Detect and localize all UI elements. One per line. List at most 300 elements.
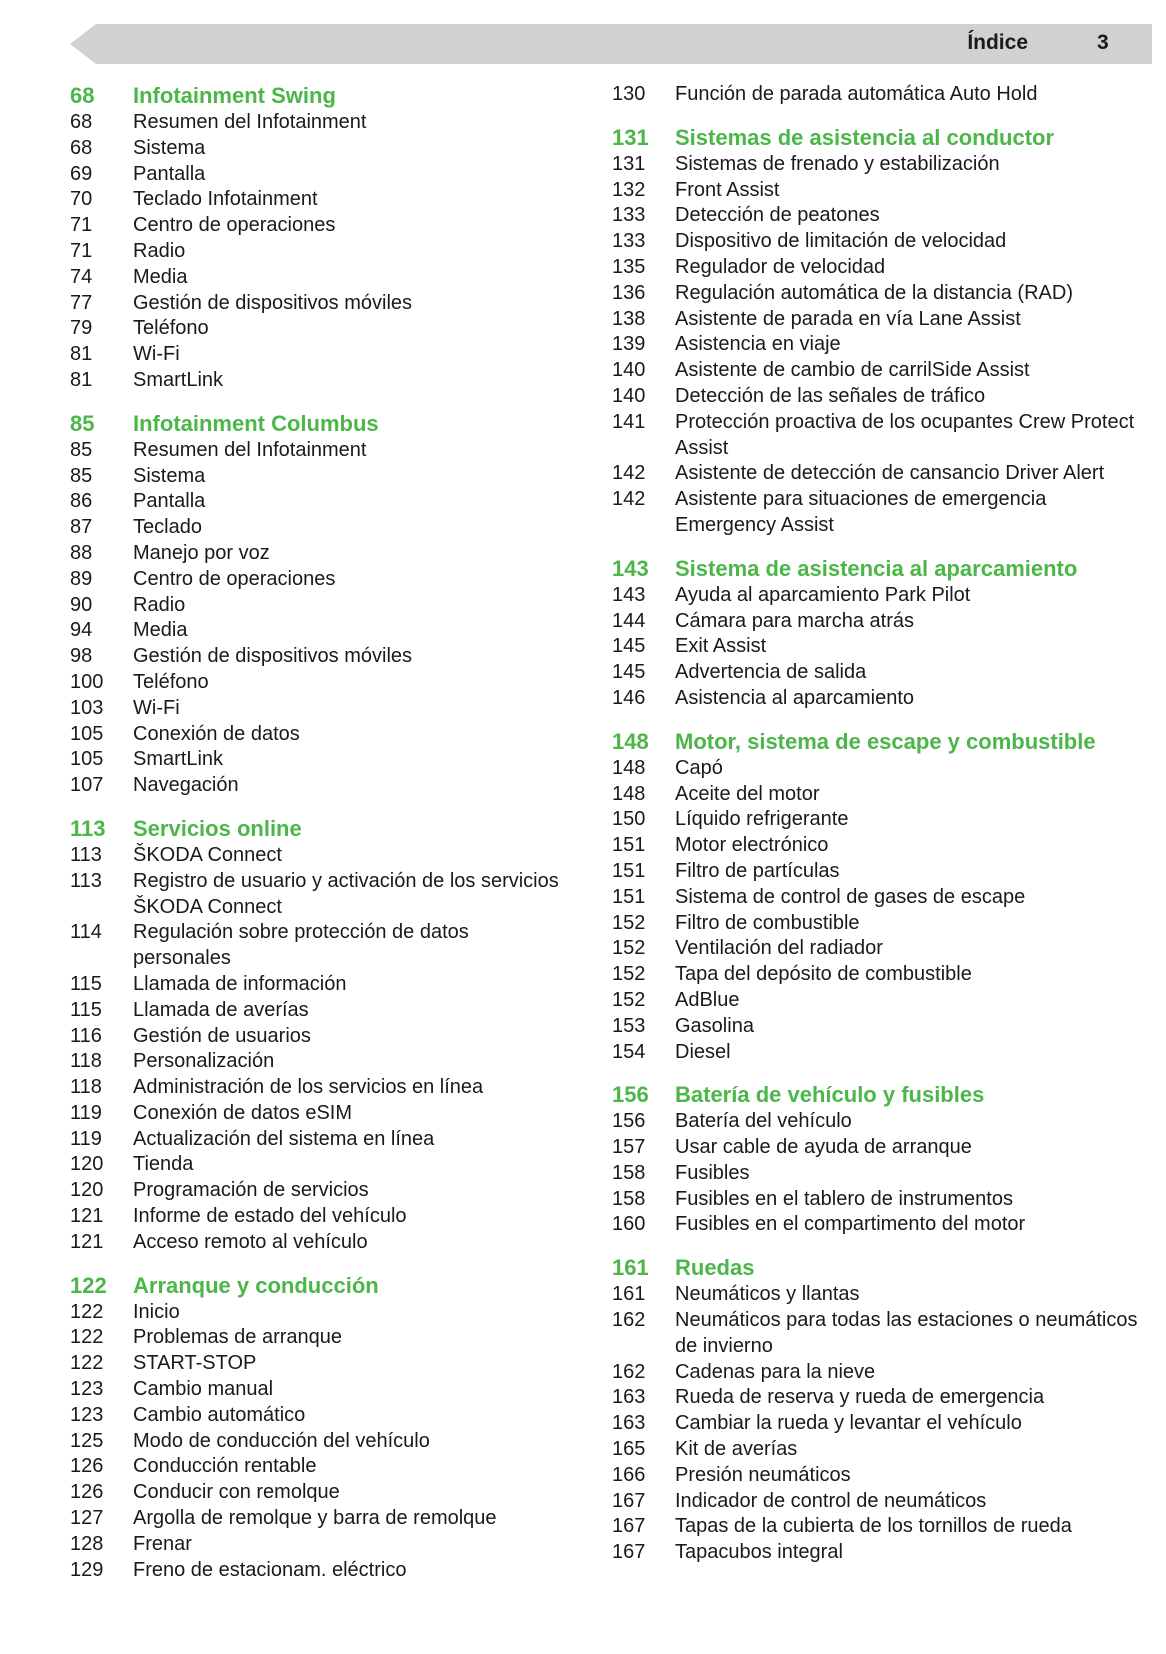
entry-page-number: 68 xyxy=(70,136,93,159)
toc-entry[interactable] xyxy=(70,1325,570,1351)
entry-title: Motor electrónico xyxy=(675,834,829,857)
entry-title: Gasolina xyxy=(675,1014,754,1037)
section-heading[interactable] xyxy=(612,555,1142,583)
toc-entry[interactable] xyxy=(70,1049,570,1075)
entry-title: Gestión de usuarios xyxy=(133,1024,311,1047)
toc-section xyxy=(70,1272,570,1584)
section-heading[interactable] xyxy=(612,1081,1142,1109)
entry-title: Llamada de averías xyxy=(133,998,309,1021)
entry-page-number: 118 xyxy=(70,1050,102,1073)
entry-page-number: 114 xyxy=(70,921,102,944)
entry-page-number: 69 xyxy=(70,162,93,185)
entry-page-number: 157 xyxy=(612,1136,646,1159)
toc-section xyxy=(612,555,1142,712)
entry-page-number: 120 xyxy=(70,1179,104,1202)
entry-page-number: 145 xyxy=(612,635,646,658)
toc-entry[interactable] xyxy=(612,1360,1142,1386)
entry-title: Cambio automático xyxy=(133,1403,306,1426)
toc-entry[interactable] xyxy=(612,1463,1142,1489)
toc-entry[interactable] xyxy=(612,1437,1142,1463)
toc-entry[interactable] xyxy=(612,1040,1142,1066)
toc-entry[interactable] xyxy=(70,1101,570,1127)
section-page-number: 131 xyxy=(612,124,649,150)
toc-entry[interactable] xyxy=(70,213,570,239)
toc-entry[interactable] xyxy=(70,972,570,998)
toc-entry[interactable] xyxy=(612,1014,1142,1040)
toc-entry[interactable] xyxy=(612,609,1142,635)
toc-entry[interactable] xyxy=(70,1429,570,1455)
entry-title: Centro de operaciones xyxy=(133,214,336,237)
entry-page-number: 144 xyxy=(612,609,646,632)
entry-page-number: 122 xyxy=(70,1326,104,1349)
entry-title: Asistente de cambio de carrilSide Assist xyxy=(675,359,1030,382)
toc-entry[interactable] xyxy=(612,307,1142,333)
entry-page-number: 113 xyxy=(70,843,102,866)
entry-page-number: 132 xyxy=(612,178,646,201)
entry-page-number: 163 xyxy=(612,1386,646,1409)
entry-title: Sistema xyxy=(133,464,206,487)
toc-entry[interactable] xyxy=(70,722,570,748)
toc-entry[interactable] xyxy=(70,239,570,265)
toc-entry[interactable] xyxy=(612,1385,1142,1411)
section-title: Ruedas xyxy=(675,1255,755,1281)
entry-page-number: 133 xyxy=(612,204,646,227)
entry-title: Diesel xyxy=(675,1040,731,1063)
entry-title: Programación de servicios xyxy=(133,1179,369,1202)
entry-title: Cadenas para la nieve xyxy=(675,1360,876,1383)
toc-entry[interactable] xyxy=(70,1152,570,1178)
entry-title: Conexión de datos eSIM xyxy=(133,1101,353,1124)
section-heading[interactable] xyxy=(70,82,570,110)
entry-title: Líquido refrigerante xyxy=(675,808,849,831)
entry-title: Ventilación del radiador xyxy=(675,937,883,960)
entry-page-number: 103 xyxy=(70,696,104,719)
entry-title: START-STOP xyxy=(133,1352,257,1375)
toc-entry[interactable] xyxy=(70,773,570,799)
entry-title: Centro de operaciones xyxy=(133,567,336,590)
entry-page-number: 87 xyxy=(70,516,93,539)
toc-entry[interactable] xyxy=(612,885,1142,911)
entry-title: Cambio manual xyxy=(133,1378,274,1401)
section-title: Servicios online xyxy=(133,815,302,841)
entry-page-number: 125 xyxy=(70,1429,104,1452)
toc-entry[interactable] xyxy=(612,281,1142,307)
entry-page-number: 153 xyxy=(612,1014,646,1037)
entry-page-number: 148 xyxy=(612,756,646,779)
entry-page-number: 90 xyxy=(70,593,93,616)
entry-title: Modo de conducción del vehículo xyxy=(133,1429,430,1452)
entry-page-number: 142 xyxy=(612,488,646,511)
section-page-number: 156 xyxy=(612,1082,649,1108)
toc-entry[interactable] xyxy=(70,489,570,515)
toc-entry[interactable] xyxy=(612,634,1142,660)
toc-entry[interactable] xyxy=(70,136,570,162)
toc-entry[interactable] xyxy=(70,438,570,464)
entry-title: Personalización xyxy=(133,1050,275,1073)
entry-page-number: 143 xyxy=(612,583,646,606)
section-title: Sistema de asistencia al aparcamiento xyxy=(675,555,1078,581)
entry-page-number: 113 xyxy=(70,869,102,892)
section-heading[interactable] xyxy=(612,124,1142,152)
entry-page-number: 68 xyxy=(70,111,93,133)
entry-title: Regulación automática de la distancia (RAD) xyxy=(675,281,1073,304)
toc-entry[interactable] xyxy=(612,178,1142,204)
toc-section xyxy=(612,124,1142,539)
toc-entry[interactable] xyxy=(70,670,570,696)
toc-entry[interactable] xyxy=(70,998,570,1024)
entry-title: Cámara para marcha atrás xyxy=(675,609,914,632)
entry-title: Fusibles xyxy=(675,1161,750,1184)
toc-entry[interactable] xyxy=(612,1212,1142,1238)
entry-title: Capó xyxy=(675,756,723,779)
entry-title: Administración de los servicios en línea xyxy=(133,1076,484,1099)
toc-section xyxy=(70,410,570,799)
entry-page-number: 146 xyxy=(612,686,646,709)
entry-page-number: 121 xyxy=(70,1230,104,1253)
entry-title: Wi-Fi xyxy=(133,696,180,719)
entry-page-number: 150 xyxy=(612,808,646,831)
entry-page-number: 100 xyxy=(70,670,104,693)
entry-title: Teclado xyxy=(133,516,202,539)
section-page-number: 143 xyxy=(612,555,649,581)
entry-page-number: 163 xyxy=(612,1412,646,1435)
toc-entry[interactable] xyxy=(612,782,1142,808)
toc-entry[interactable] xyxy=(612,1540,1142,1566)
entry-title: Neumáticos y llantas xyxy=(675,1283,860,1306)
toc-entry[interactable] xyxy=(612,461,1142,487)
entry-title: Cambiar la rueda y levantar el vehículo xyxy=(675,1412,1022,1435)
section-page-number: 113 xyxy=(70,815,106,841)
entry-title: Radio xyxy=(133,593,186,616)
entry-page-number: 119 xyxy=(70,1101,102,1124)
entry-title: Aceite del motor xyxy=(675,782,820,805)
section-heading[interactable] xyxy=(70,1272,570,1300)
entry-title: Actualización del sistema en línea xyxy=(133,1127,435,1150)
toc-entry[interactable] xyxy=(70,747,570,773)
toc-entry[interactable] xyxy=(612,1187,1142,1213)
toc-section xyxy=(70,82,570,394)
entry-title: Asistencia al aparcamiento xyxy=(675,686,915,709)
toc-column-right xyxy=(612,82,1142,1582)
entry-page-number: 85 xyxy=(70,464,93,487)
entry-page-number: 118 xyxy=(70,1076,102,1099)
section-page-number: 68 xyxy=(70,83,95,108)
toc-entry[interactable] xyxy=(70,593,570,619)
entry-page-number: 77 xyxy=(70,291,93,314)
entry-page-number: 166 xyxy=(612,1463,646,1486)
entry-page-number: 160 xyxy=(612,1213,646,1236)
entry-title: Tapacubos integral xyxy=(675,1541,843,1564)
entry-title: Teléfono xyxy=(133,670,209,693)
entry-title: Argolla de remolque y barra de remolque xyxy=(133,1507,497,1530)
entry-title: Neumáticos para todas las estaciones o neumáticos de invierno xyxy=(675,1309,1138,1357)
entry-page-number: 167 xyxy=(612,1541,646,1564)
toc-entry[interactable] xyxy=(612,962,1142,988)
toc-entry[interactable] xyxy=(70,696,570,722)
entry-page-number: 152 xyxy=(612,963,646,986)
toc-entry[interactable] xyxy=(612,487,1142,539)
toc-entry[interactable] xyxy=(70,869,570,921)
entry-title: Acceso remoto al vehículo xyxy=(133,1230,368,1253)
toc-entry[interactable] xyxy=(70,1480,570,1506)
entry-title: Informe de estado del vehículo xyxy=(133,1205,407,1228)
entry-page-number: 152 xyxy=(612,911,646,934)
section-page-number: 85 xyxy=(70,410,95,436)
entry-title: Wi-Fi xyxy=(133,343,180,366)
entry-title: Fusibles en el tablero de instrumentos xyxy=(675,1187,1013,1210)
toc-entry[interactable] xyxy=(70,1178,570,1204)
entry-page-number: 129 xyxy=(70,1558,104,1581)
entry-page-number: 151 xyxy=(612,859,646,882)
entry-title: Sistema de control de gases de escape xyxy=(675,885,1026,908)
toc-entry[interactable] xyxy=(612,1514,1142,1540)
section-title: Infotainment Swing xyxy=(133,83,336,108)
toc-entry[interactable] xyxy=(612,410,1142,462)
toc-entry[interactable] xyxy=(70,1230,570,1256)
toc-entry[interactable] xyxy=(612,807,1142,833)
toc-entry[interactable] xyxy=(70,920,570,972)
toc-entry[interactable] xyxy=(612,1282,1142,1308)
entry-page-number: 81 xyxy=(70,368,93,391)
entry-page-number: 130 xyxy=(612,83,646,105)
toc-entry[interactable] xyxy=(612,859,1142,885)
toc-entry[interactable] xyxy=(70,1454,570,1480)
toc-entry[interactable] xyxy=(70,1532,570,1558)
entry-title: Ayuda al aparcamiento Park Pilot xyxy=(675,583,971,606)
toc-entry[interactable] xyxy=(70,618,570,644)
entry-title: Teclado Infotainment xyxy=(133,188,318,211)
toc-section xyxy=(612,1081,1142,1238)
toc-entry[interactable] xyxy=(70,342,570,368)
toc-section xyxy=(70,815,570,1256)
toc-entry[interactable] xyxy=(70,316,570,342)
entry-title: AdBlue xyxy=(675,988,740,1011)
entry-page-number: 119 xyxy=(70,1127,102,1150)
entry-page-number: 131 xyxy=(612,152,646,175)
entry-page-number: 120 xyxy=(70,1153,104,1176)
toc-entry[interactable] xyxy=(612,1109,1142,1135)
entry-page-number: 115 xyxy=(70,972,102,995)
entry-title: Detección de las señales de tráfico xyxy=(675,384,986,407)
entry-title: Dispositivo de limitación de velocidad xyxy=(675,230,1007,253)
toc-entry[interactable] xyxy=(70,1558,570,1584)
entry-page-number: 122 xyxy=(70,1300,104,1323)
entry-page-number: 151 xyxy=(612,885,646,908)
entry-title: Kit de averías xyxy=(675,1438,798,1461)
toc-entry[interactable] xyxy=(612,936,1142,962)
toc-section xyxy=(612,1254,1142,1566)
entry-page-number: 71 xyxy=(70,214,93,237)
entry-page-number: 139 xyxy=(612,333,646,356)
toc-entry[interactable] xyxy=(70,1351,570,1377)
section-heading[interactable] xyxy=(70,815,570,843)
section-heading[interactable] xyxy=(70,410,570,438)
entry-page-number: 105 xyxy=(70,722,104,745)
section-heading[interactable] xyxy=(612,1254,1142,1282)
entry-title: Regulador de velocidad xyxy=(675,255,886,278)
entry-title: Frenar xyxy=(133,1532,192,1555)
entry-page-number: 140 xyxy=(612,359,646,382)
entry-title: Sistemas de frenado y estabilización xyxy=(675,152,1000,175)
entry-title: Asistente de parada en vía Lane Assist xyxy=(675,307,1021,330)
toc-entry[interactable] xyxy=(612,1161,1142,1187)
entry-title: Front Assist xyxy=(675,178,780,201)
entry-title: Conducción rentable xyxy=(133,1455,317,1478)
entry-title: Tapa del depósito de combustible xyxy=(675,963,972,986)
entry-title: Asistente de detección de cansancio Driver Alert xyxy=(675,462,1105,485)
toc-entry[interactable] xyxy=(612,332,1142,358)
entry-title: Batería del vehículo xyxy=(675,1110,852,1133)
entry-title: SmartLink xyxy=(133,368,224,391)
entry-page-number: 70 xyxy=(70,188,93,211)
entry-page-number: 167 xyxy=(612,1489,646,1512)
entry-title: Freno de estacionam. eléctrico xyxy=(133,1558,407,1581)
toc-entry[interactable] xyxy=(612,358,1142,384)
entry-page-number: 165 xyxy=(612,1438,646,1461)
toc-entry[interactable] xyxy=(612,911,1142,937)
entry-title: Exit Assist xyxy=(675,635,767,658)
entry-page-number: 71 xyxy=(70,239,93,262)
toc-entry[interactable] xyxy=(70,1506,570,1532)
entry-title: ŠKODA Connect xyxy=(133,843,282,866)
entry-title: Fusibles en el compartimento del motor xyxy=(675,1213,1026,1236)
toc-entry[interactable] xyxy=(70,644,570,670)
toc-entry[interactable] xyxy=(612,756,1142,782)
entry-page-number: 158 xyxy=(612,1161,646,1184)
toc-entry[interactable] xyxy=(70,368,570,394)
toc-entry[interactable] xyxy=(612,686,1142,712)
toc-entry[interactable] xyxy=(612,82,1142,108)
entry-title: Tapas de la cubierta de los tornillos de rueda xyxy=(675,1515,1072,1538)
entry-title: Navegación xyxy=(133,774,239,797)
toc-entry[interactable] xyxy=(70,1403,570,1429)
entry-title: Asistente para situaciones de emergencia Emergency Assist xyxy=(675,488,1047,536)
toc-entry[interactable] xyxy=(70,265,570,291)
entry-title: Función de parada automática Auto Hold xyxy=(675,83,1038,105)
entry-page-number: 74 xyxy=(70,265,93,288)
toc-column-left xyxy=(70,82,570,1599)
toc-entry[interactable] xyxy=(612,1411,1142,1437)
toc-entry[interactable] xyxy=(612,1135,1142,1161)
entry-page-number: 105 xyxy=(70,748,104,771)
toc-entry[interactable] xyxy=(612,1489,1142,1515)
entry-page-number: 152 xyxy=(612,988,646,1011)
toc-entry[interactable] xyxy=(70,187,570,213)
entry-title: Gestión de dispositivos móviles xyxy=(133,291,413,314)
toc-entry[interactable] xyxy=(612,152,1142,178)
entry-page-number: 156 xyxy=(612,1110,646,1133)
entry-title: Teléfono xyxy=(133,317,209,340)
entry-title: Presión neumáticos xyxy=(675,1463,851,1486)
entry-title: Usar cable de ayuda de arranque xyxy=(675,1136,972,1159)
toc-entry[interactable] xyxy=(70,162,570,188)
toc-entry[interactable] xyxy=(70,1127,570,1153)
entry-title: Resumen del Infotainment xyxy=(133,111,367,133)
entry-title: Filtro de partículas xyxy=(675,859,840,882)
toc-entry[interactable] xyxy=(70,843,570,869)
entry-page-number: 135 xyxy=(612,255,646,278)
entry-title: Problemas de arranque xyxy=(133,1326,343,1349)
toc-entry[interactable] xyxy=(612,203,1142,229)
entry-page-number: 162 xyxy=(612,1309,646,1332)
entry-page-number: 136 xyxy=(612,281,646,304)
entry-page-number: 126 xyxy=(70,1481,104,1504)
entry-page-number: 89 xyxy=(70,567,93,590)
toc-entry[interactable] xyxy=(612,1308,1142,1360)
entry-page-number: 123 xyxy=(70,1378,104,1401)
entry-page-number: 123 xyxy=(70,1403,104,1426)
toc-entry[interactable] xyxy=(70,1204,570,1230)
entry-page-number: 152 xyxy=(612,937,646,960)
toc-entry[interactable] xyxy=(70,515,570,541)
toc-entry[interactable] xyxy=(612,255,1142,281)
toc-entry[interactable] xyxy=(70,291,570,317)
entry-title: Regulación sobre protección de datos personales xyxy=(133,921,469,970)
page-number: 3 xyxy=(1097,31,1109,54)
entry-title: Inicio xyxy=(133,1300,180,1323)
toc-entry[interactable] xyxy=(70,541,570,567)
toc-entry[interactable] xyxy=(612,583,1142,609)
entry-page-number: 85 xyxy=(70,438,93,461)
toc-entry[interactable] xyxy=(70,1300,570,1326)
entry-title: Asistencia en viaje xyxy=(675,333,841,356)
entry-page-number: 167 xyxy=(612,1515,646,1538)
entry-page-number: 154 xyxy=(612,1040,646,1063)
section-page-number: 161 xyxy=(612,1255,649,1281)
section-page-number: 148 xyxy=(612,728,649,754)
entry-page-number: 141 xyxy=(612,410,646,433)
entry-title: Indicador de control de neumáticos xyxy=(675,1489,987,1512)
toc-entry[interactable] xyxy=(70,1377,570,1403)
section-title: Infotainment Columbus xyxy=(133,410,379,436)
entry-page-number: 79 xyxy=(70,317,93,340)
entry-title: Radio xyxy=(133,239,186,262)
toc-entry[interactable] xyxy=(612,833,1142,859)
entry-title: Sistema xyxy=(133,136,206,159)
entry-page-number: 81 xyxy=(70,343,93,366)
toc-entry[interactable] xyxy=(70,464,570,490)
entry-page-number: 126 xyxy=(70,1455,104,1478)
toc-entry[interactable] xyxy=(612,660,1142,686)
entry-title: Resumen del Infotainment xyxy=(133,438,367,461)
entry-title: Registro de usuario y activación de los servicios ŠKODA Connect xyxy=(133,869,559,918)
section-heading[interactable] xyxy=(612,728,1142,756)
entry-page-number: 140 xyxy=(612,384,646,407)
entry-page-number: 127 xyxy=(70,1507,104,1530)
toc-entry[interactable] xyxy=(70,110,570,136)
toc-entry[interactable] xyxy=(612,988,1142,1014)
toc-entry[interactable] xyxy=(612,229,1142,255)
toc-entry[interactable] xyxy=(70,567,570,593)
entry-page-number: 116 xyxy=(70,1024,102,1047)
toc-entry[interactable] xyxy=(70,1024,570,1050)
toc-entry[interactable] xyxy=(70,1075,570,1101)
section-page-number: 122 xyxy=(70,1272,107,1298)
entry-title: Llamada de información xyxy=(133,972,347,995)
entry-title: Protección proactiva de los ocupantes Crew Protect Assist xyxy=(675,410,1135,459)
entry-page-number: 133 xyxy=(612,230,646,253)
entry-page-number: 158 xyxy=(612,1187,646,1210)
entry-title: Filtro de combustible xyxy=(675,911,860,934)
toc-entry[interactable] xyxy=(612,384,1142,410)
entry-page-number: 86 xyxy=(70,490,93,513)
entry-title: Tienda xyxy=(133,1153,194,1176)
entry-page-number: 122 xyxy=(70,1352,104,1375)
entry-title: Pantalla xyxy=(133,162,206,185)
section-title: Sistemas de asistencia al conductor xyxy=(675,124,1055,150)
entry-title: Advertencia de salida xyxy=(675,661,867,684)
toc-section xyxy=(612,82,1142,108)
